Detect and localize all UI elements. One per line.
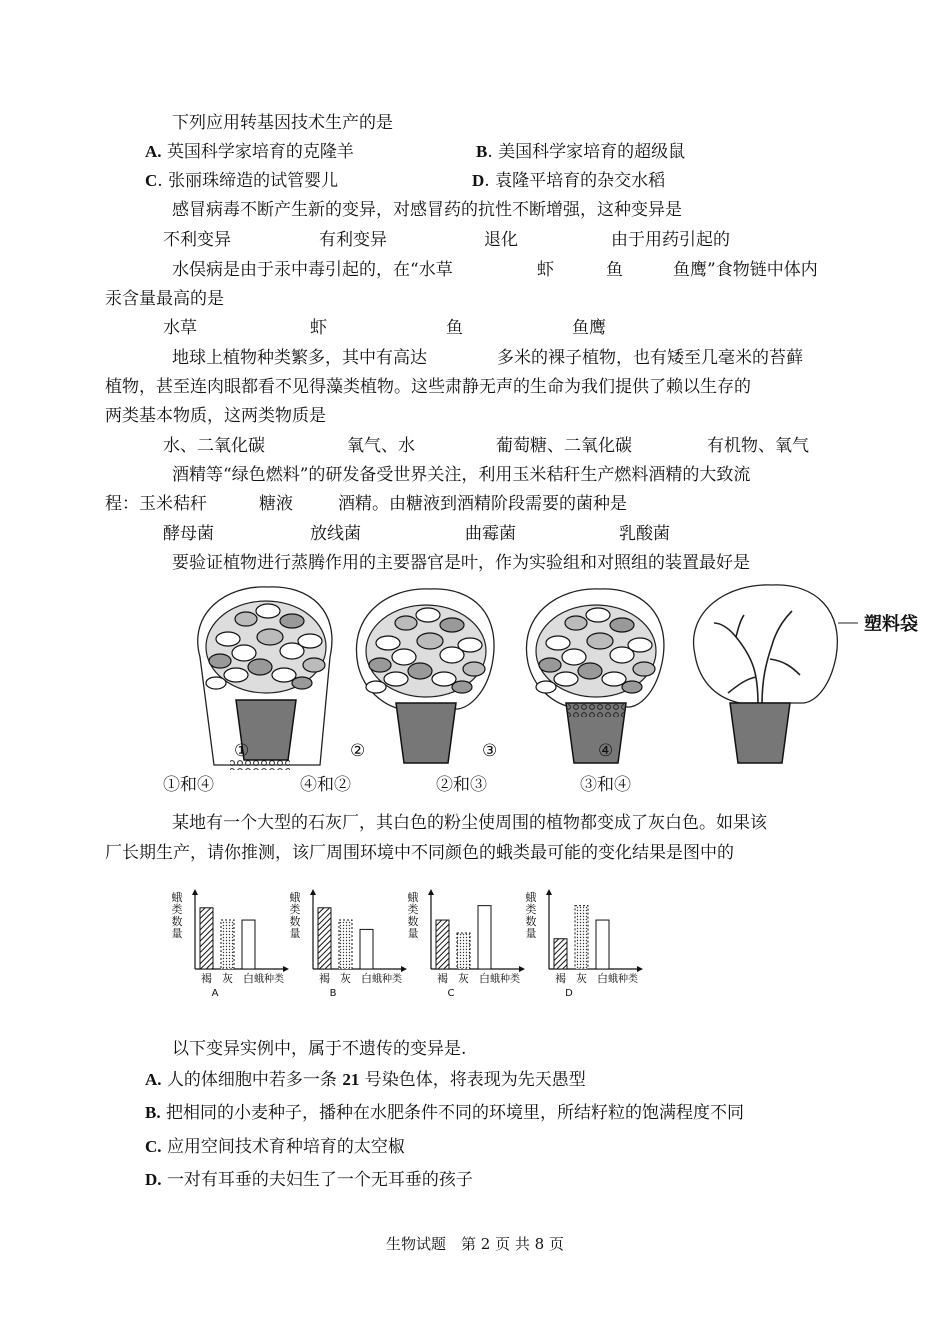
q7-stem-line-1: 某地有一个大型的石灰厂，其白色的粉尘使周围的植物都变成了灰白色。如果该 bbox=[172, 813, 767, 833]
q2-option-b: 有利变异 bbox=[319, 230, 387, 250]
chart-C-ylabel-char: 类 bbox=[407, 903, 419, 916]
chart-B-ylabel-char: 蛾 bbox=[289, 891, 301, 904]
chart-A-ylabel-char: 数 bbox=[171, 915, 183, 928]
chart-C-bar-褐 bbox=[436, 920, 449, 969]
chart-D-tick-褐: 褐 bbox=[555, 972, 566, 985]
q4-option-b: 氧气、水 bbox=[347, 436, 415, 456]
chart-A-xlabel: 蛾种类 bbox=[254, 974, 284, 985]
chart-C-y-arrow bbox=[428, 889, 434, 895]
chart-B-title: B bbox=[329, 988, 337, 999]
chart-D-ylabel-char: 蛾 bbox=[525, 891, 537, 904]
q8-stem: 以下变异实例中，属于不遗传的变异是. bbox=[172, 1039, 467, 1059]
chart-C-title: C bbox=[447, 988, 455, 999]
q4-option-a: 水、二氧化碳 bbox=[163, 436, 265, 456]
chart-C-ylabel-char: 量 bbox=[407, 927, 419, 940]
chart-A-ylabel-char: 量 bbox=[171, 927, 183, 940]
chart-D-x-arrow bbox=[637, 966, 643, 972]
chart-D-bar-褐 bbox=[554, 939, 567, 969]
chart-A-bar-褐 bbox=[200, 908, 213, 969]
chart-A-tick-白: 白 bbox=[243, 972, 254, 985]
q1-option-b: B. 美国科学家培育的超级鼠 bbox=[476, 142, 686, 162]
chart-B-tick-灰: 灰 bbox=[340, 972, 351, 985]
q4-option-d: 有机物、氧气 bbox=[707, 436, 809, 456]
chart-D-title: D bbox=[565, 988, 573, 999]
q5-stem-part-1: 程：玉米秸秆 bbox=[105, 494, 207, 514]
q5-stem-line-1: 酒精等“绿色燃料”的研发备受世界关注，利用玉米秸秆生产燃料酒精的大致流 bbox=[172, 465, 751, 485]
chart-B-bar-白 bbox=[360, 929, 373, 969]
device-label-1: ① bbox=[234, 741, 250, 761]
device-label-3: ③ bbox=[482, 741, 498, 761]
chart-B-ylabel-char: 数 bbox=[289, 915, 301, 928]
chart-C-tick-白: 白 bbox=[479, 972, 490, 985]
q3-option-d: 鱼鹰 bbox=[572, 318, 606, 338]
q3-option-b: 虾 bbox=[310, 318, 327, 338]
q3-stem-part-3: 鱼 bbox=[606, 260, 623, 280]
chart-D-xlabel: 蛾种类 bbox=[608, 974, 638, 985]
q1-option-a: A. 英国科学家培育的克隆羊 bbox=[145, 142, 354, 162]
chart-A-title: A bbox=[211, 988, 219, 999]
chart-C-bar-白 bbox=[478, 906, 491, 969]
chart-D-ylabel-char: 类 bbox=[525, 903, 537, 916]
chart-C-tick-褐: 褐 bbox=[437, 972, 448, 985]
q4-option-c: 葡萄糖、二氧化碳 bbox=[496, 436, 632, 456]
page-footer: 生物试题 第 2 页 共 8 页 bbox=[386, 1235, 564, 1253]
q6-plant-figure bbox=[180, 575, 940, 780]
q4-stem-line-3: 两类基本物质，这两类物质是 bbox=[105, 406, 326, 426]
q5-stem-part-3: 酒精。由糖液到酒精阶段需要的菌种是 bbox=[338, 494, 627, 514]
q3-stem-part-2: 虾 bbox=[537, 260, 554, 280]
q6-stem: 要验证植物进行蒸腾作用的主要器官是叶，作为实验组和对照组的装置最好是 bbox=[172, 553, 750, 573]
chart-B-bar-褐 bbox=[318, 908, 331, 969]
chart-B-y-arrow bbox=[310, 889, 316, 895]
q8-option-d: D. 一对有耳垂的夫妇生了一个无耳垂的孩子 bbox=[145, 1170, 473, 1190]
q3-option-c: 鱼 bbox=[446, 318, 463, 338]
chart-A-ylabel-char: 蛾 bbox=[171, 891, 183, 904]
chart-D-tick-灰: 灰 bbox=[576, 972, 587, 985]
q8-option-a: A. 人的体细胞中若多一条 21 号染色体，将表现为先天愚型 bbox=[145, 1070, 586, 1090]
chart-D-ylabel-char: 量 bbox=[525, 927, 537, 940]
q1-option-c: C. 张丽珠缔造的试管婴儿 bbox=[145, 171, 339, 191]
chart-C-xlabel: 蛾种类 bbox=[490, 974, 520, 985]
chart-A-bar-灰 bbox=[221, 920, 234, 969]
q7-stem-line-2: 厂长期生产，请你推测，该厂周围环境中不同颜色的蛾类最可能的变化结果是图中的 bbox=[105, 843, 734, 863]
chart-A-bar-白 bbox=[242, 920, 255, 969]
chart-D-y-arrow bbox=[546, 889, 552, 895]
q2-stem: 感冒病毒不断产生新的变异，对感冒药的抗性不断增强，这种变异是 bbox=[172, 200, 682, 220]
chart-B-bar-灰 bbox=[339, 920, 352, 969]
q2-option-c: 退化 bbox=[484, 230, 518, 250]
chart-D-bar-白 bbox=[596, 920, 609, 969]
chart-B-tick-褐: 褐 bbox=[319, 972, 330, 985]
q3-option-a: 水草 bbox=[163, 318, 197, 338]
q5-stem-part-2: 糖液 bbox=[259, 494, 293, 514]
q5-option-c: 曲霉菌 bbox=[465, 524, 516, 544]
q4-stem-part-1: 地球上植物种类繁多，其中有高达 bbox=[172, 348, 427, 368]
q6-option-d: ③和④ bbox=[580, 775, 631, 795]
chart-B-ylabel-char: 量 bbox=[289, 927, 301, 940]
chart-B-xlabel: 蛾种类 bbox=[372, 974, 402, 985]
chart-A-ylabel-char: 类 bbox=[171, 903, 183, 916]
q2-option-a: 不利变异 bbox=[163, 230, 231, 250]
chart-C-x-arrow bbox=[519, 966, 525, 972]
q5-option-d: 乳酸菌 bbox=[619, 524, 670, 544]
q6-option-c: ②和③ bbox=[436, 775, 487, 795]
q3-stem-part-4: 鱼鹰”食物链中体内 bbox=[673, 260, 818, 280]
q4-stem-part-2: 多米的裸子植物，也有矮至几毫米的苔藓 bbox=[497, 348, 803, 368]
q3-stem-part-1: 水俣病是由于汞中毒引起的，在“水草 bbox=[172, 260, 453, 280]
q8-option-c: C. 应用空间技术育种培育的太空椒 bbox=[145, 1137, 405, 1157]
device-label-4: ④ bbox=[598, 741, 614, 761]
chart-B-x-arrow bbox=[401, 966, 407, 972]
plastic-bag-label: 塑料袋 bbox=[864, 614, 918, 635]
chart-A-tick-灰: 灰 bbox=[222, 972, 233, 985]
chart-B-ylabel-char: 类 bbox=[289, 903, 301, 916]
chart-C-ylabel-char: 蛾 bbox=[407, 891, 419, 904]
q5-option-a: 酵母菌 bbox=[163, 524, 214, 544]
q6-option-b: ④和② bbox=[300, 775, 351, 795]
q6-option-a: ①和④ bbox=[163, 775, 214, 795]
chart-C-tick-灰: 灰 bbox=[458, 972, 469, 985]
chart-A-x-arrow bbox=[283, 966, 289, 972]
q2-option-d: 由于用药引起的 bbox=[611, 230, 730, 250]
q1-stem: 下列应用转基因技术生产的是 bbox=[172, 113, 393, 133]
chart-C-bar-灰 bbox=[457, 933, 470, 969]
q4-stem-line-2: 植物，甚至连肉眼都看不见得藻类植物。这些肃静无声的生命为我们提供了赖以生存的 bbox=[105, 377, 751, 397]
chart-C-ylabel-char: 数 bbox=[407, 915, 419, 928]
q1-option-d: D. 袁隆平培育的杂交水稻 bbox=[472, 171, 666, 191]
q3-stem-line-2: 汞含量最高的是 bbox=[105, 289, 224, 309]
chart-D-bar-灰 bbox=[575, 906, 588, 969]
chart-B-tick-白: 白 bbox=[361, 972, 372, 985]
moth-bar-charts bbox=[165, 885, 665, 1005]
chart-D-tick-白: 白 bbox=[597, 972, 608, 985]
chart-A-tick-褐: 褐 bbox=[201, 972, 212, 985]
chart-D-ylabel-char: 数 bbox=[525, 915, 537, 928]
chart-A-y-arrow bbox=[192, 889, 198, 895]
q8-option-b: B. 把相同的小麦种子，播种在水肥条件不同的环境里，所结籽粒的饱满程度不同 bbox=[145, 1103, 744, 1123]
device-label-2: ② bbox=[350, 741, 366, 761]
q5-option-b: 放线菌 bbox=[310, 524, 361, 544]
